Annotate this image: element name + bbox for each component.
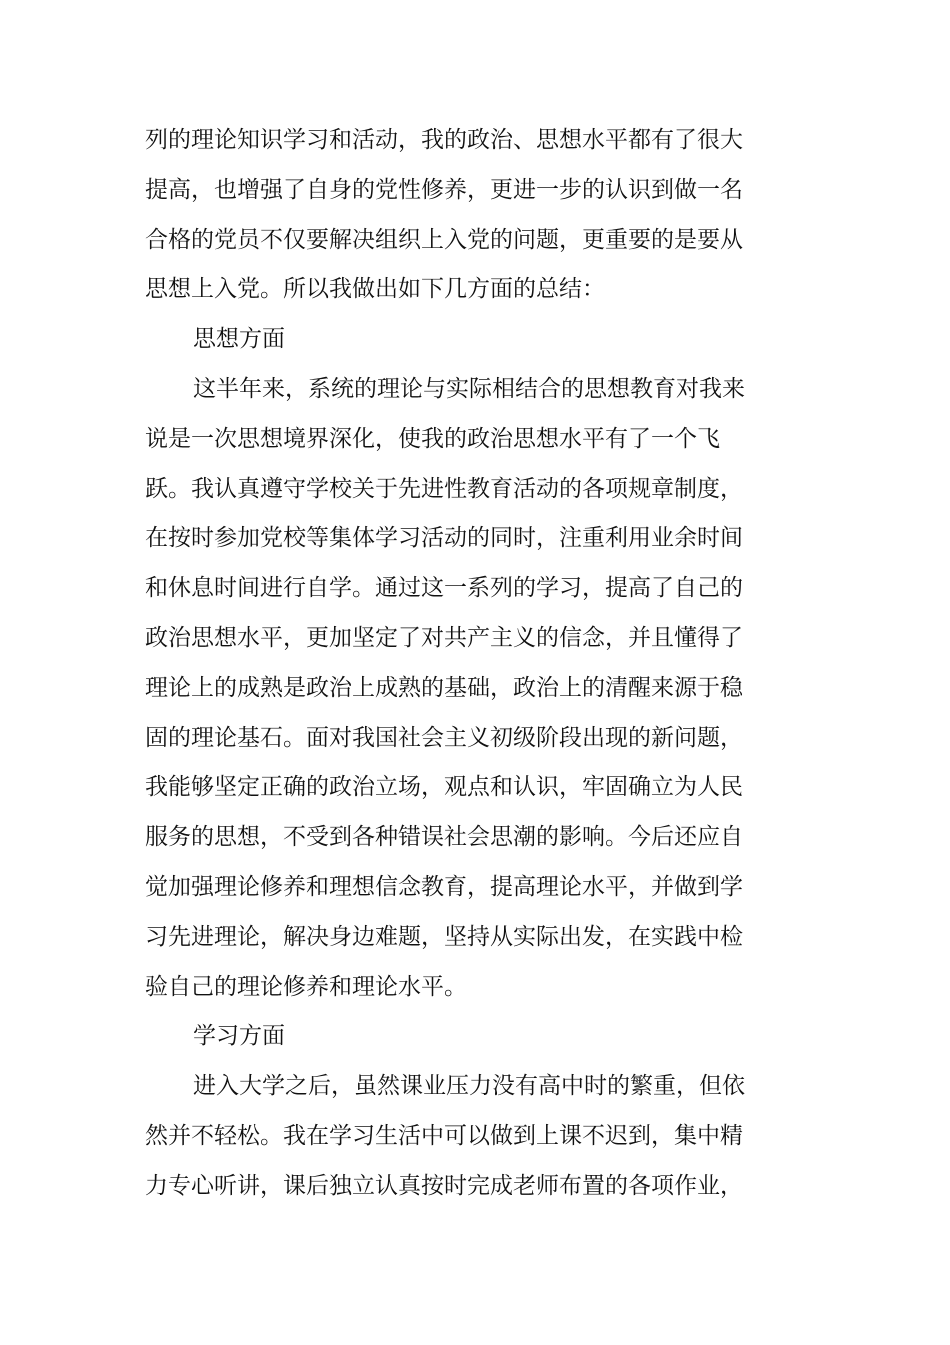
text-line: 在按时参加党校等集体学习活动的同时，注重利用业余时间 [145, 525, 743, 552]
text-line: 思想上入党。所以我做出如下几方面的总结： [145, 276, 605, 303]
section-heading-study: 学习方面 [193, 1023, 285, 1050]
text-line: 固的理论基石。面对我国社会主义初级阶段出现的新问题， [145, 724, 743, 751]
text-line: 这半年来，系统的理论与实际相结合的思想教育对我来 [193, 375, 745, 402]
text-line: 验自己的理论修养和理论水平。 [145, 973, 467, 1000]
text-line: 说是一次思想境界深化，使我的政治思想水平有了一个飞 [145, 425, 720, 452]
text-line: 列的理论知识学习和活动，我的政治、思想水平都有了很大 [145, 127, 743, 153]
text-line: 提高，也增强了自身的党性修养，更进一步的认识到做一名 [145, 176, 743, 203]
text-line: 理论上的成熟是政治上成熟的基础，政治上的清醒来源于稳 [145, 674, 743, 701]
text-line: 力专心听讲，课后独立认真按时完成老师布置的各项作业， [145, 1172, 743, 1199]
text-line: 和休息时间进行自学。通过这一系列的学习，提高了自己的 [145, 575, 743, 602]
text-line: 习先进理论，解决身边难题，坚持从实际出发，在实践中检 [145, 923, 743, 950]
text-line: 服务的思想，不受到各种错误社会思潮的影响。今后还应自 [145, 824, 743, 851]
text-line: 然并不轻松。我在学习生活中可以做到上课不迟到，集中精 [145, 1122, 743, 1149]
text-line: 合格的党员不仅要解决组织上入党的问题，更重要的是要从 [145, 226, 743, 253]
text-line: 觉加强理论修养和理想信念教育，提高理论水平，并做到学 [145, 873, 743, 900]
text-line: 政治思想水平，更加坚定了对共产主义的信念，并且懂得了 [145, 624, 743, 651]
text-line: 我能够坚定正确的政治立场，观点和认识，牢固确立为人民 [145, 774, 743, 801]
section-heading-thought: 思想方面 [193, 326, 285, 353]
body-text [145, 116, 755, 1212]
text-line: 跃。我认真遵守学校关于先进性教育活动的各项规章制度， [145, 475, 743, 502]
text-line: 进入大学之后，虽然课业压力没有高中时的繁重，但依 [193, 1073, 745, 1100]
